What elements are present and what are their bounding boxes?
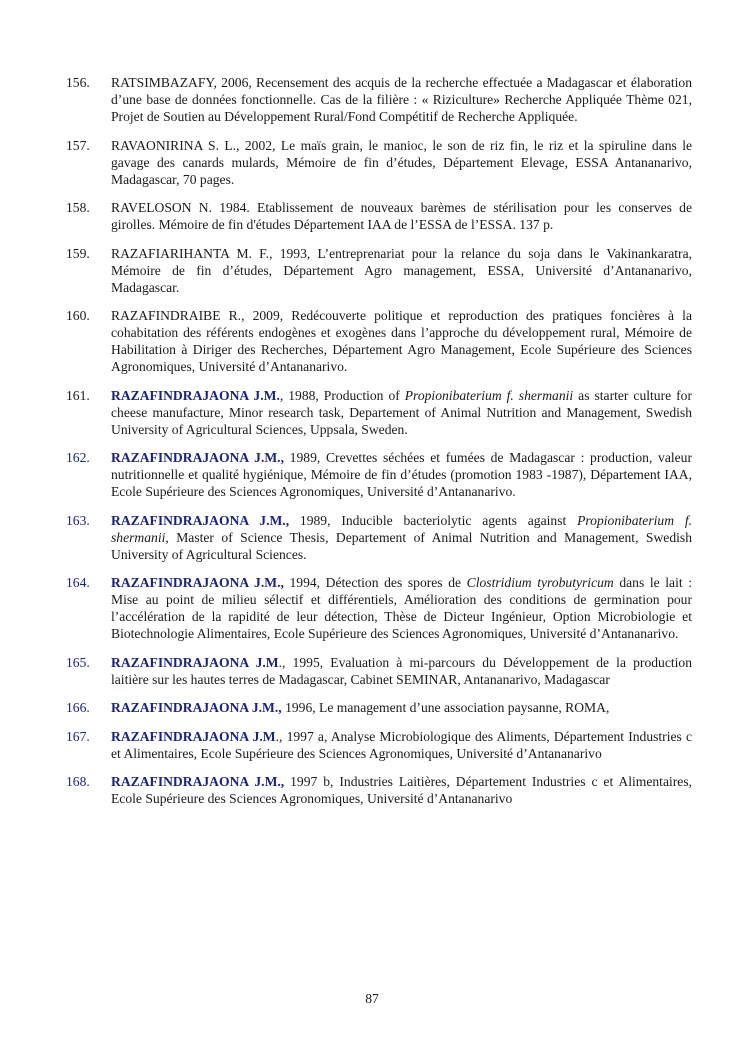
reference-list xyxy=(66,74,692,819)
reference-body: , 1993, L’entreprenariat pour la relance du soja dans le Vakinankaratra, Mémoire de fin d’études, Département Agro management, ESSA, Université d’Antananarivo, Madagascar. xyxy=(111,245,692,295)
reference-body-cont: dans le lait : Mise au point de milieu sélectif et différentiels, Amélioration des conditions de germination pour l’accélération de la rapidité de leur détection, Thèse de Dicteur Ingénieur, Option Microbiologie et Biotechnologie Alimentaires, Ecole Supérieure des Sciences Agronomiques, Université d’Antananarivo. xyxy=(111,575,693,641)
reference-number: 167. xyxy=(66,728,90,744)
reference-body: 1989, Crevettes séchées et fumées de Madagascar : production, valeur nutritionnelle et qualité hygiénique, Mémoire de fin d’études (promotion 1983 -1987), Département IAA, Ecole Supérieure des Sciences Agronomiques, Université d’Antananarivo. xyxy=(111,450,693,499)
reference-author: RAZAFINDRAIBE R. xyxy=(111,308,242,323)
reference-body: , 2006, Recensement des acquis de la recherche effectuée a Madagascar et élaboration d’une base de données fonctionnelle. Cas de la filière : « Riziculture» Recherche Appliquée Thème 021, Projet de Soutien au Développement Rural/Fond Compétitif de Recherche Appliquée. xyxy=(111,75,692,124)
reference-number: 157. xyxy=(66,137,90,153)
reference-text xyxy=(111,512,692,563)
reference-text xyxy=(111,449,692,500)
reference-body-cont: as starter culture for cheese manufacture, Minor research task, Departement of Animal Nutrition and Management, Swedish University of Agricultural Sciences, Uppsala, Sweden. xyxy=(111,387,692,437)
reference-number: 156. xyxy=(66,75,90,90)
reference-item xyxy=(66,245,692,296)
reference-text xyxy=(111,74,692,125)
reference-item xyxy=(66,137,692,188)
page-number: 87 xyxy=(365,991,379,1006)
reference-text xyxy=(111,199,692,233)
reference-text xyxy=(111,574,692,642)
reference-text xyxy=(111,728,692,762)
reference-text xyxy=(111,245,692,296)
reference-body: 1994, Détection des spores de xyxy=(283,575,467,590)
reference-author: RAZAFINDRAJAONA J.M., xyxy=(111,700,282,715)
reference-item xyxy=(66,574,692,642)
reference-author: RATSIMBAZAFY xyxy=(111,75,214,90)
reference-body: ., 1997 a, Analyse Microbiologique des Aliments, Département Industries c et Alimentaires, Ecole Supérieure des Sciences Agronomiques, Université d’Antananarivo xyxy=(111,728,692,761)
reference-author: RAZAFINDRAJAONA J.M xyxy=(111,728,276,744)
reference-author: RAVELOSON N. 1984. xyxy=(111,200,250,215)
reference-text xyxy=(111,387,692,438)
reference-author: RAZAFINDRAJAONA J.M xyxy=(111,654,279,670)
reference-body: ., 1995, Evaluation à mi-parcours du Développement de la production laitière sur les hautes terres de Madagascar, Cabinet SEMINAR, Antananarivo, Madagascar xyxy=(111,654,693,687)
reference-body: , 2009, Redécouverte politique et reproduction des pratiques foncières à la cohabitation des référents endogènes et exogènes dans l’approche du développement rural, Mémoire de Habilitation à Diriger des Recherches, Département Agro Management, Ecole Supérieure des Sciences Agronomiques, Université d’Antananarivo. xyxy=(111,308,692,374)
reference-item xyxy=(66,449,692,500)
reference-number: 168. xyxy=(66,774,90,789)
reference-item xyxy=(66,773,692,807)
reference-author: RAZAFINDRAJAONA J.M., xyxy=(111,575,284,590)
reference-number: 158. xyxy=(66,200,90,215)
reference-number: 160. xyxy=(66,308,90,323)
reference-author: RAZAFINDRAJAONA J.M., xyxy=(111,774,285,789)
reference-number: 165. xyxy=(66,654,90,670)
reference-species: Propionibaterium f. shermanii xyxy=(111,512,693,545)
reference-species: Propionibaterium f. shermanii xyxy=(404,387,574,403)
reference-body: 1989, Inducible bacteriolytic agents against xyxy=(289,512,578,528)
reference-number: 162. xyxy=(66,450,90,465)
reference-item xyxy=(66,74,692,125)
reference-item xyxy=(66,307,692,375)
reference-body-cont: , Master of Science Thesis, Departement of Animal Nutrition and Management, Swedish University of Agricultural Sciences. xyxy=(111,529,692,562)
reference-item xyxy=(66,699,692,716)
reference-author: RAZAFINDRAJAONA J.M., xyxy=(111,450,284,465)
reference-number: 159. xyxy=(66,245,90,261)
reference-author: RAZAFINDRAJAONA J.M., xyxy=(111,512,290,528)
reference-text xyxy=(111,307,692,375)
reference-body: , 2002, Le maïs grain, le manioc, le son de riz fin, le riz et la spiruline dans le gavage des canards mulards, Mémoire de fin d’études, Département Elevage, ESSA Antananarivo, Madagascar, 70 pages. xyxy=(111,137,692,187)
reference-number: 161. xyxy=(66,387,90,403)
reference-author: RAZAFIARIHANTA M. F. xyxy=(111,245,270,261)
reference-species: Clostridium tyrobutyricum xyxy=(466,575,614,590)
reference-item xyxy=(66,199,692,233)
reference-body: 1996, Le management d’une association paysanne, ROMA, xyxy=(281,700,610,715)
reference-text xyxy=(111,137,692,188)
reference-number: 163. xyxy=(66,512,90,528)
reference-item xyxy=(66,512,692,563)
reference-author: RAVAONIRINA S. L. xyxy=(111,137,237,153)
reference-text xyxy=(111,654,692,688)
reference-item xyxy=(66,654,692,688)
reference-body: 1997 b, Industries Laitières, Département Industries c et Alimentaires, Ecole Supérieure des Sciences Agronomiques, Université d’Antananarivo xyxy=(111,774,693,806)
reference-number: 164. xyxy=(66,575,90,590)
reference-item xyxy=(66,728,692,762)
reference-number: 166. xyxy=(66,700,90,715)
reference-text xyxy=(111,773,692,807)
reference-body: Etablissement de nouveaux barèmes de stérilisation pour les conserves de girolles. Mémoire de fin d'études Département IAA de l’ESSA de l’ESSA. 137 p. xyxy=(111,200,692,232)
reference-author: RAZAFINDRAJAONA J.M. xyxy=(111,387,280,403)
reference-item xyxy=(66,387,692,438)
reference-text xyxy=(111,699,692,716)
reference-body: , 1988, Production of xyxy=(279,387,405,403)
